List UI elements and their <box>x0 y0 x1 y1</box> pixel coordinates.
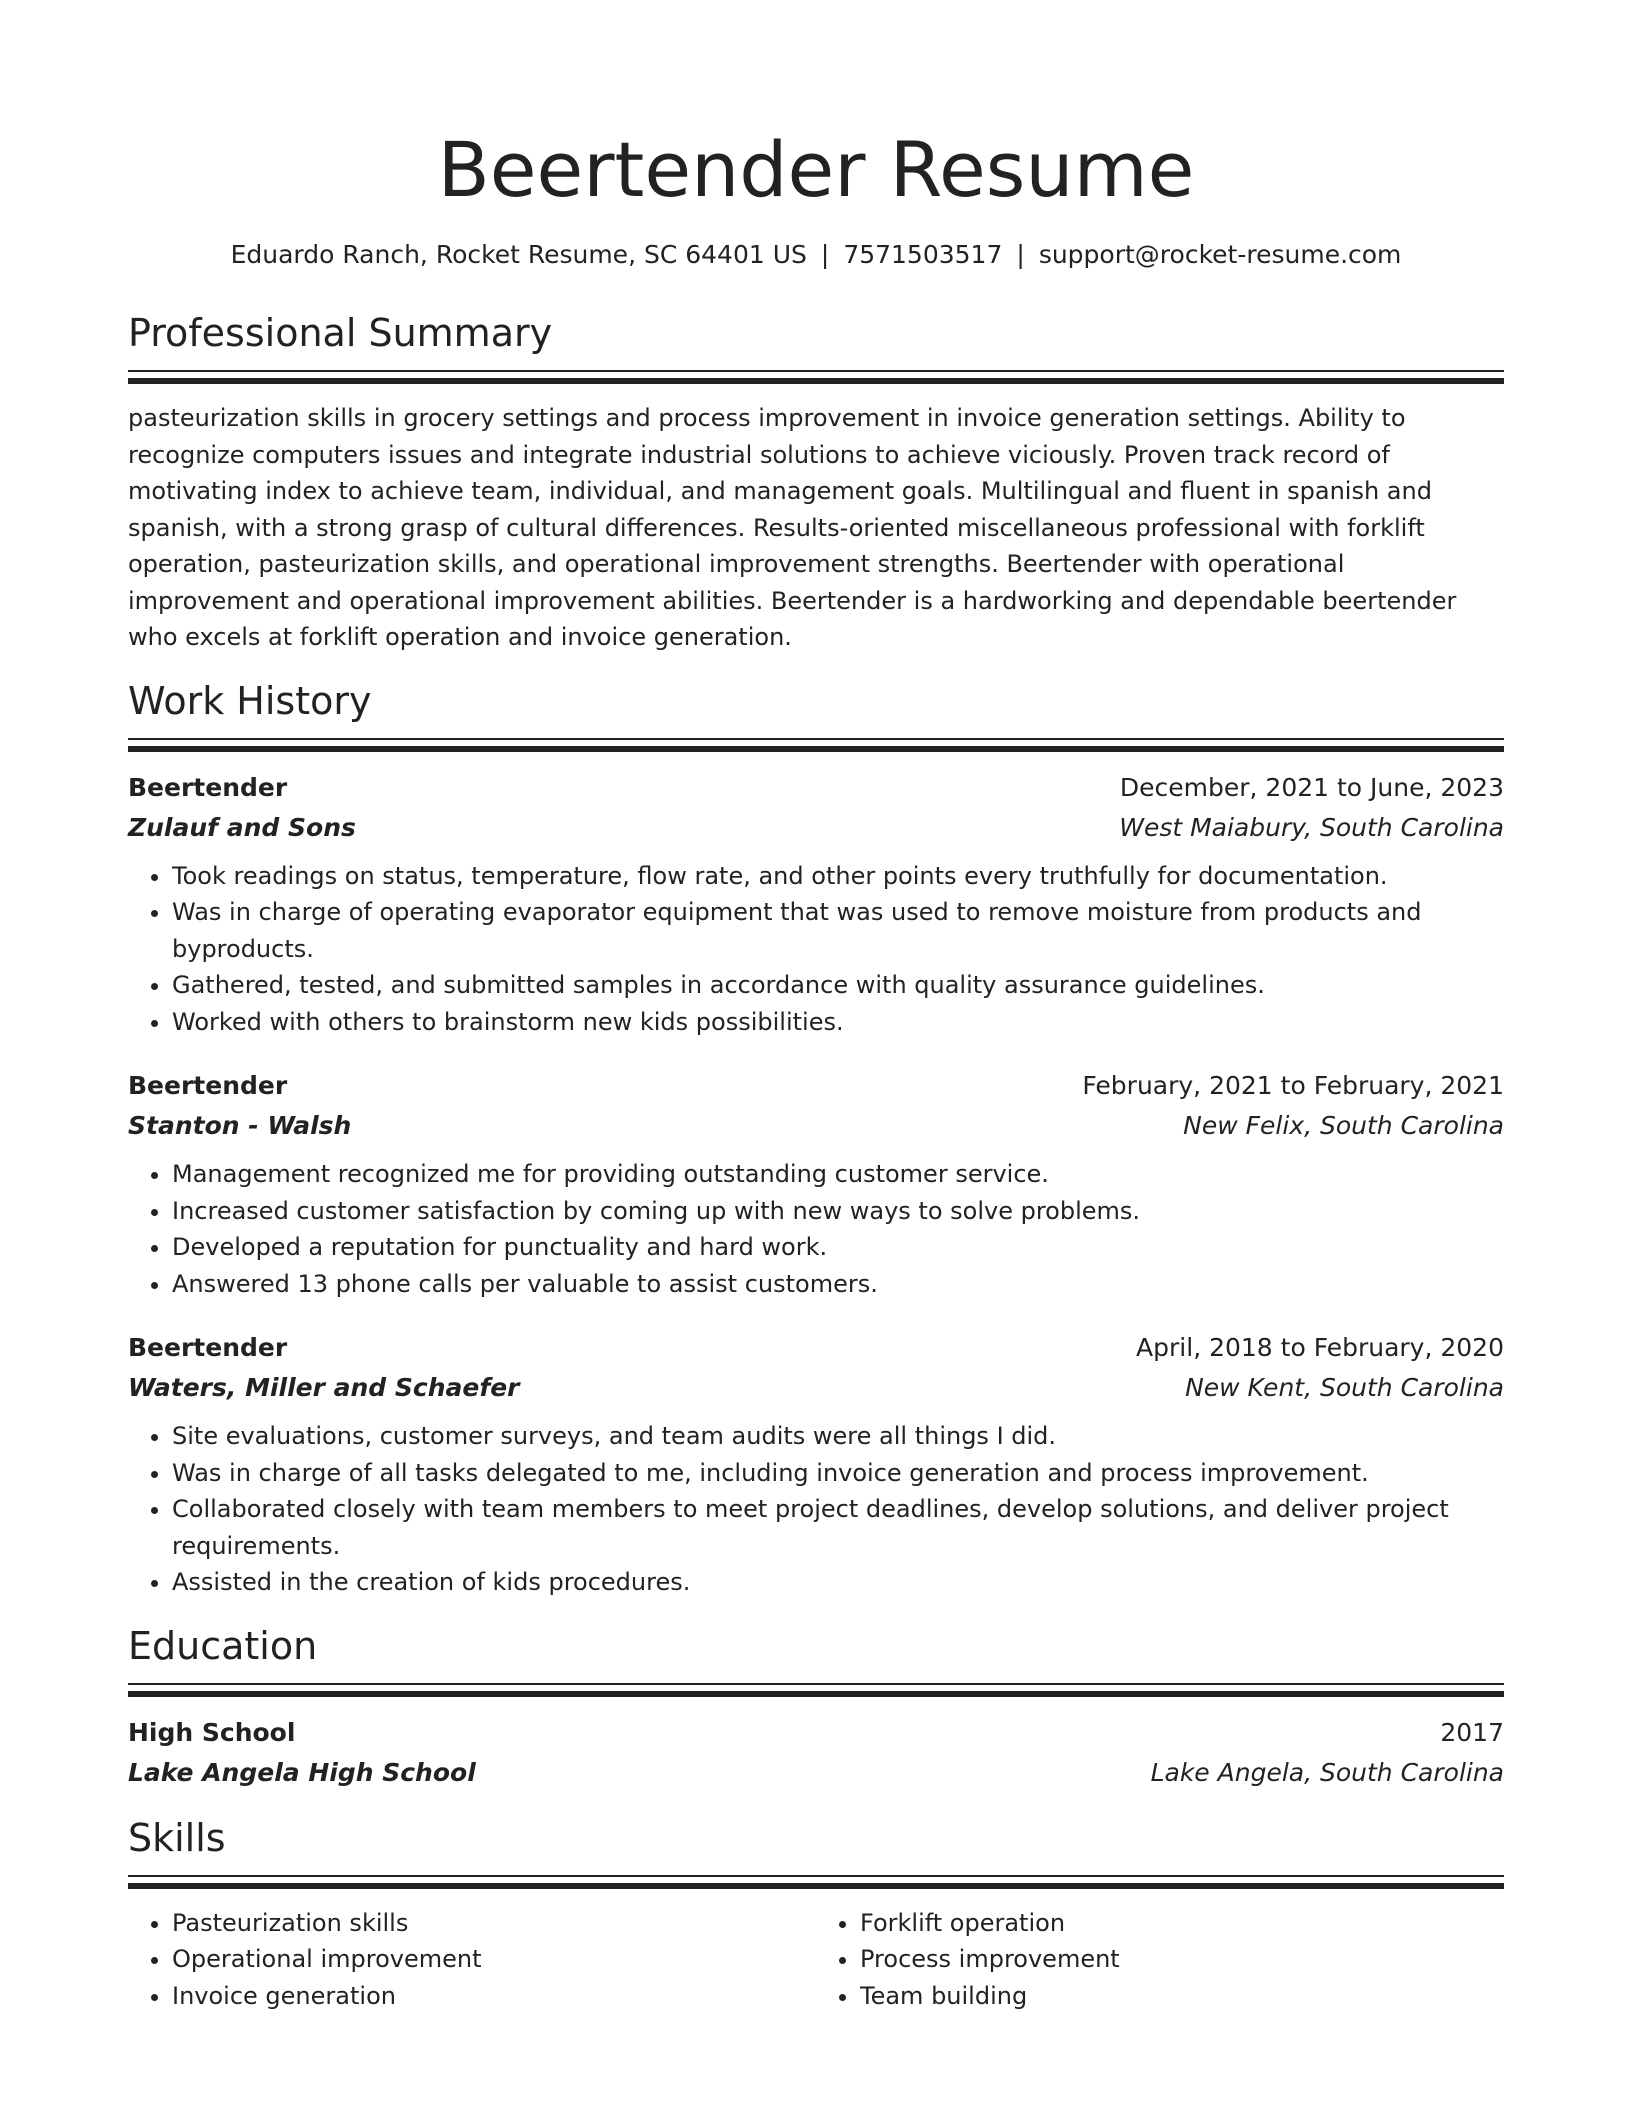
resume-content <box>128 120 1504 2014</box>
resume-title: Beertender Resume <box>437 125 1195 214</box>
skill-item: • Invoice generation <box>172 1978 816 2015</box>
job-bullet: • Assisted in the creation of kids procedures. <box>172 1564 1504 1601</box>
job-bullet: • Gathered, tested, and submitted samples in accordance with quality assurance guidelines. <box>172 967 1504 1004</box>
job-bullet-list <box>128 1418 1504 1601</box>
skills-columns <box>128 1905 1504 2015</box>
job-location: New Kent, South Carolina <box>1185 1373 1504 1402</box>
section-divider <box>128 738 1504 752</box>
job-dates: December, 2021 to June, 2023 <box>1119 772 1504 802</box>
job-dates: April, 2018 to February, 2020 <box>1136 1333 1504 1362</box>
job-bullet-list <box>128 858 1504 1041</box>
job-bullet: • Developed a reputation for punctuality and hard work. <box>172 1229 1504 1266</box>
contact-line <box>128 238 1504 272</box>
skill-item: • Process improvement <box>860 1941 1504 1978</box>
job-entry <box>128 1328 1504 1601</box>
job-company: Stanton - Walsh <box>128 1111 352 1140</box>
contact-email: support@rocket-resume.com <box>1038 240 1402 269</box>
job-title: Beertender <box>128 1071 288 1100</box>
skills-list-right <box>816 1905 1504 2015</box>
job-bullet: • Site evaluations, customer surveys, and team audits were all things I did. <box>172 1418 1504 1455</box>
section-divider <box>128 1683 1504 1697</box>
job-bullet-list <box>128 1156 1504 1302</box>
summary-heading: Professional Summary <box>128 311 553 355</box>
job-bullet: • Answered 13 phone calls per valuable to assist customers. <box>172 1266 1504 1303</box>
education-school: Lake Angela High School <box>128 1757 476 1787</box>
job-bullet: • Management recognized me for providing outstanding customer service. <box>172 1156 1504 1193</box>
skill-item: • Pasteurization skills <box>172 1905 816 1942</box>
contact-address: Eduardo Ranch, Rocket Resume, SC 64401 US <box>230 240 807 269</box>
skill-item: • Team building <box>860 1978 1504 2015</box>
job-bullet: • Increased customer satisfaction by coming up with new ways to solve problems. <box>172 1193 1504 1230</box>
job-location: New Felix, South Carolina <box>1183 1111 1504 1140</box>
skills-list-left <box>128 1905 816 2015</box>
work-history-heading: Work History <box>128 678 372 723</box>
job-entry <box>128 1066 1504 1302</box>
job-company: Waters, Miller and Schaefer <box>128 1373 520 1402</box>
skill-item: • Operational improvement <box>172 1941 816 1978</box>
education-year: 2017 <box>1440 1717 1504 1747</box>
education-location: Lake Angela, South Carolina <box>1150 1757 1504 1787</box>
contact-separator: | <box>820 240 830 269</box>
job-title: Beertender <box>128 772 288 802</box>
job-bullet: • Worked with others to brainstorm new kids possibilities. <box>172 1004 1504 1041</box>
job-bullet: • Collaborated closely with team members to meet project deadlines, develop solutions, and deliver project requirements. <box>172 1491 1504 1564</box>
section-divider <box>128 370 1504 384</box>
skills-heading: Skills <box>128 1815 226 1860</box>
skill-item: • Forklift operation <box>860 1905 1504 1942</box>
contact-phone: 7571503517 <box>843 240 1003 269</box>
summary-section <box>128 308 1504 656</box>
skills-section <box>128 1813 1504 2015</box>
education-section <box>128 1621 1504 1793</box>
education-heading: Education <box>128 1623 318 1668</box>
job-company: Zulauf and Sons <box>128 812 356 842</box>
contact-separator: | <box>1016 240 1025 269</box>
job-bullet: • Took readings on status, temperature, flow rate, and other points every truthfully for documentation. <box>172 858 1504 895</box>
education-degree: High School <box>128 1717 296 1747</box>
section-divider <box>128 1875 1504 1889</box>
summary-text: pasteurization skills in grocery settings and process improvement in invoice generation settings. Ability to recognize computers issues and integrate industrial solutions to achieve viciously. Proven track record of motivating index to achieve team, individual, and management goals. Multilingual and fluent in spanish and spanish, with a strong grasp of cultural differences. Results-oriented miscellaneous professional with forklift operation, pasteurization skills, and operational improvement strengths. Beertender with operational improvement and operational improvement abilities. Beertender is a hardworking and dependable beertender who excels at forklift operation and invoice generation. <box>128 404 1457 651</box>
job-title: Beertender <box>128 1333 288 1362</box>
job-dates: February, 2021 to February, 2021 <box>1082 1071 1504 1100</box>
job-location: West Maiabury, South Carolina <box>1119 812 1504 842</box>
work-history-section <box>128 676 1504 1601</box>
job-bullet: • Was in charge of all tasks delegated to me, including invoice generation and process improvement. <box>172 1455 1504 1492</box>
job-bullet: • Was in charge of operating evaporator equipment that was used to remove moisture from products and byproducts. <box>172 894 1504 967</box>
job-entry <box>128 768 1504 1041</box>
